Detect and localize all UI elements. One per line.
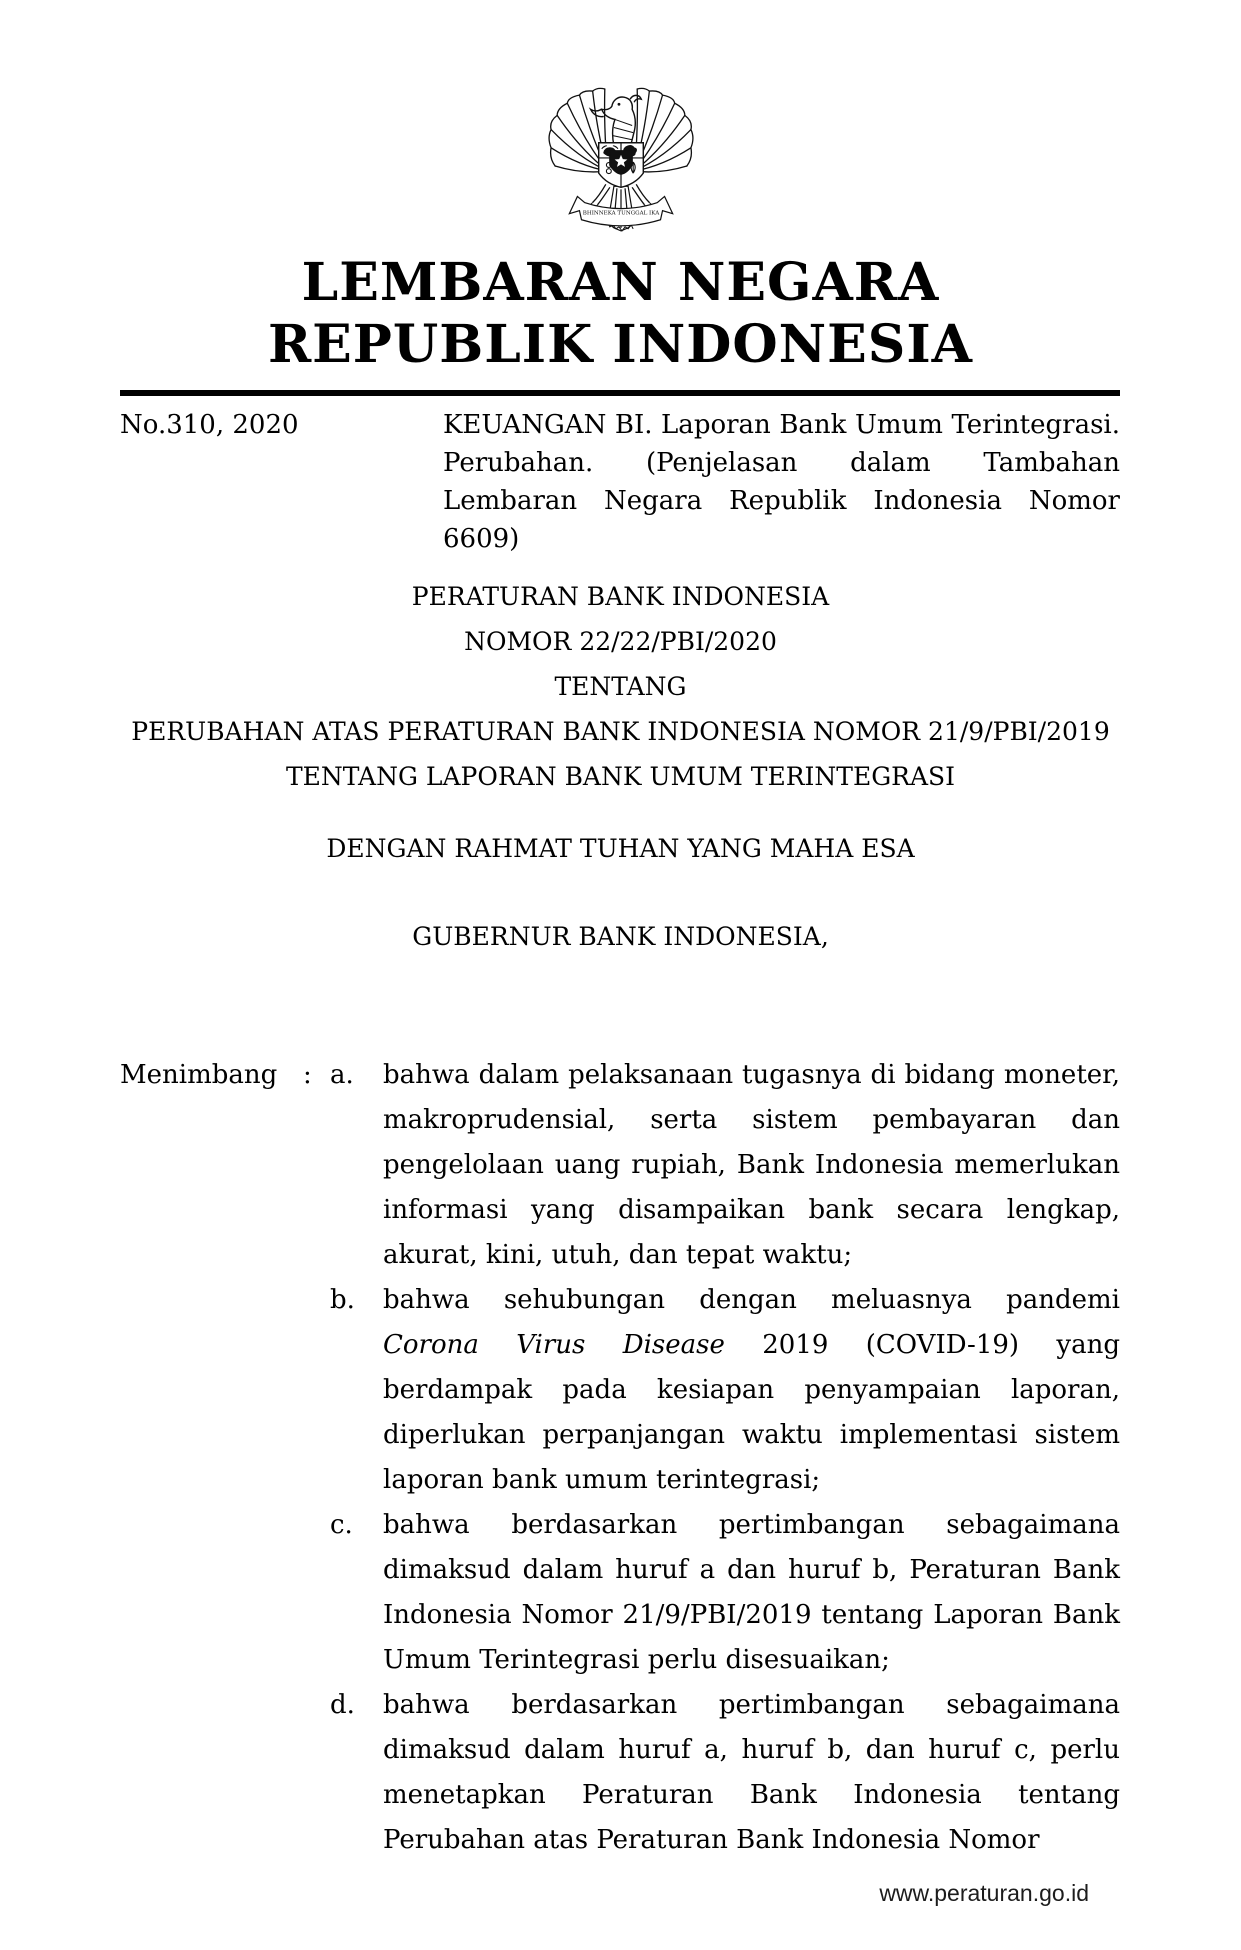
regulation-number: NOMOR 22/22/PBI/2020 [464,627,777,656]
item-text [383,1278,1120,1503]
consideration-item-d [120,1683,1120,1863]
item-text: bahwa berdasarkan pertimbangan sebagaimana dimaksud dalam huruf a, huruf b, dan huruf c, perlu menetapkan Peraturan Bank Indonesia tentang Perubahan atas Peraturan Bank Indonesia Nomor [383,1690,1120,1855]
header-divider [120,390,1120,396]
tentang-label: TENTANG [554,672,687,701]
masthead [0,252,1241,376]
regulation-title: PERATURAN BANK INDONESIA [411,582,830,611]
amendment-title-line1: PERUBAHAN ATAS PERATURAN BANK INDONESIA NOMOR 21/9/PBI/2019 [131,717,1110,746]
gazette-title-line2: REPUBLIK INDONESIA [267,314,974,375]
regulation-heading [0,574,1241,799]
consideration-item-c [120,1503,1120,1683]
emblem-motto-text: BHINNEKA TUNGGAL IKA [582,210,659,217]
garuda-pancasila-emblem [545,85,697,240]
item-letter: c. [330,1510,353,1540]
gazette-number: No.310, 2020 [120,410,299,440]
consideration-item-b [120,1278,1120,1503]
gazette-info-row [120,406,1120,558]
authority-line: GUBERNUR BANK INDONESIA, [412,922,829,951]
emblem-shield [598,143,643,188]
item-text: bahwa berdasarkan pertimbangan sebagaimana dimaksud dalam huruf a dan huruf b, Peraturan Bank Indonesia Nomor 21/9/PBI/2019 tentang Laporan Bank Umum Terintegrasi perlu disesuaikan; [383,1510,1120,1675]
item-text-italic: Corona Virus Disease [383,1330,725,1360]
menimbang-separator: : [303,1060,312,1090]
subject-summary: KEUANGAN BI. Laporan Bank Umum Terintegrasi. Perubahan. (Penjelasan dalam Tambahan Lembaran Negara Republik Indonesia Nomor 6609) [443,410,1120,554]
item-text: bahwa dalam pelaksanaan tugasnya di bidang moneter, makroprudensial, serta sistem pembayaran dan pengelolaan uang rupiah, Bank Indonesia memerlukan informasi yang disampaikan bank secara lengkap, akurat, kini, utuh, dan tepat waktu; [383,1060,1120,1270]
footer-website: www.peraturan.go.id [879,1880,1089,1906]
item-text-after-italic: 2019 (COVID-19) yang berdampak pada kesiapan penyampaian laporan, diperlukan perpanjangan waktu implementasi sistem laporan bank umum terintegrasi; [383,1330,1120,1495]
considerations-section [120,1053,1120,1863]
item-text-before-italic: bahwa sehubungan dengan meluasnya pandemi [383,1285,1120,1315]
item-letter: d. [330,1690,355,1720]
amendment-title-line2: TENTANG LAPORAN BANK UMUM TERINTEGRASI [285,762,956,791]
gazette-title-line1: LEMBARAN NEGARA [301,252,940,313]
item-letter: b. [330,1285,355,1315]
invocation-line: DENGAN RAHMAT TUHAN YANG MAHA ESA [326,834,915,863]
menimbang-label: Menimbang [120,1060,278,1090]
item-letter: a. [330,1060,354,1090]
consideration-item-a [120,1053,1120,1278]
emblem-head [590,95,641,145]
